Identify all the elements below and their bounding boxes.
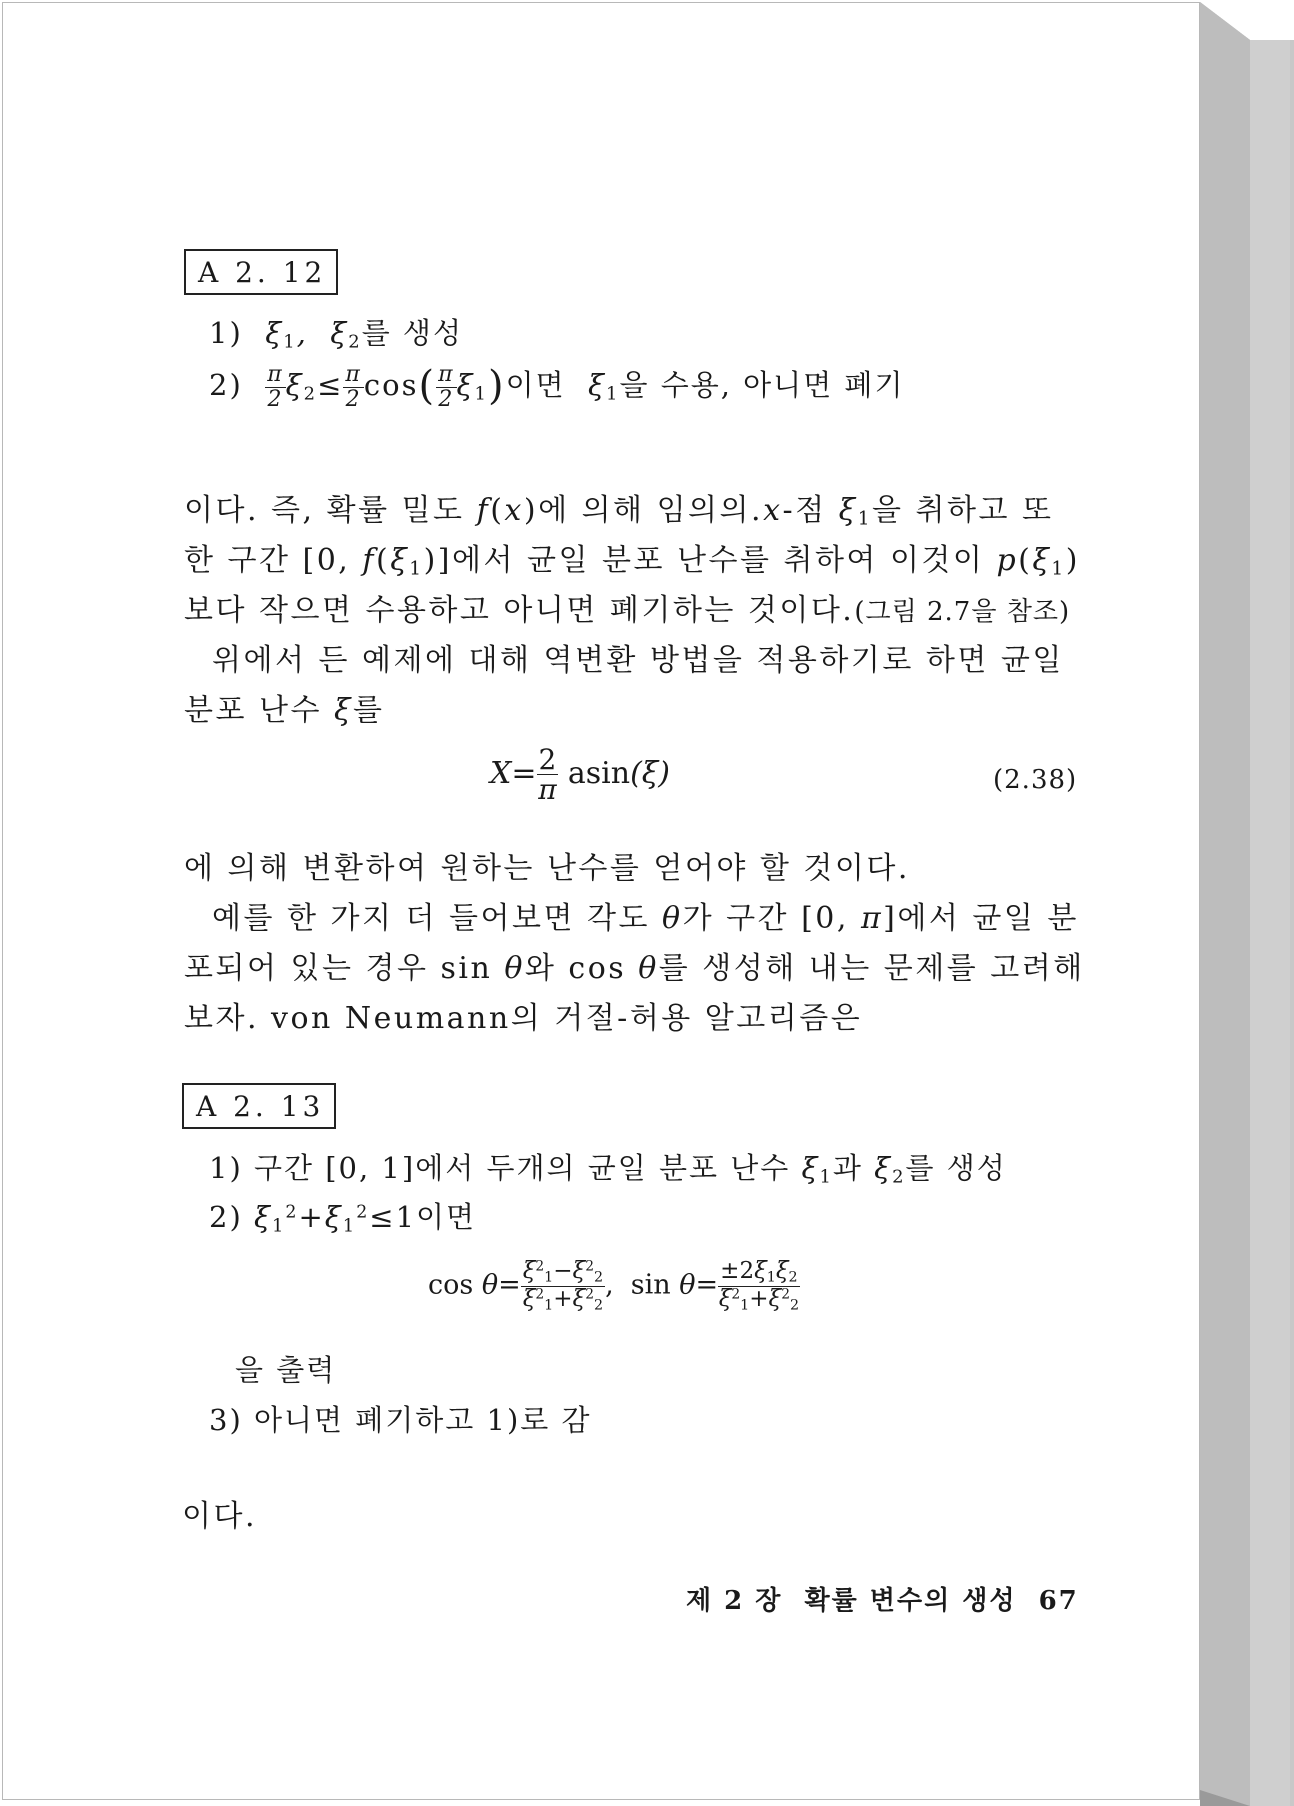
algorithm-label-a213: A 2. 13 bbox=[182, 1083, 336, 1129]
para2-line3: 포되어 있는 경우 sin θ와 cos θ를 생성해 내는 문제를 고려해 bbox=[184, 951, 1085, 986]
a213-output: 을 출력 bbox=[235, 1353, 337, 1387]
para1-line3: 보다 작으면 수용하고 아니면 폐기하는 것이다.(그림 2.7을 참조) bbox=[184, 593, 1071, 628]
para1-line2: 한 구간 [0, $f(\xi_1)$]에서 균일 분포 난수를 취하여 이것이 $p(\xi_1)$ bbox=[184, 543, 1080, 580]
chapter-title: 확률 변수의 생성 bbox=[804, 1586, 1017, 1616]
para2-line1: 에 의해 변환하여 원하는 난수를 얻어야 할 것이다. bbox=[184, 851, 910, 886]
a213-step3: 3) 아니면 폐기하고 1)로 감 bbox=[209, 1403, 592, 1437]
a213-step2: 2) $\xi_1^2+\xi_1^2\le 1$이면 bbox=[209, 1200, 477, 1237]
a212-step2: 2) $\frac{\pi}{2}$ $\xi_2\le$ $\frac{\pi}{2}$ cos( $\frac{\pi}{2}$ $\xi_1$)이면 $\xi_1$을 수용, 아니면 폐기 bbox=[209, 362, 905, 412]
page-number: 67 bbox=[1038, 1586, 1079, 1616]
equation-number: (2.38) bbox=[993, 765, 1078, 795]
equation-2-38: X= $\frac{2}{\pi}$ asin(ξ) bbox=[490, 743, 671, 807]
para2-line4: 보자. von Neumann의 거절-허용 알고리즘은 bbox=[184, 1001, 863, 1036]
para1-line1: 이다. 즉, 확률 밀도 f(x)에 의해 임의의.x-점 $\xi_1$을 취하고 또 bbox=[184, 493, 1054, 530]
page-footer bbox=[686, 1580, 1079, 1617]
para1-line4: 위에서 든 예제에 대해 역변환 방법을 적용하기로 하면 균일 bbox=[212, 643, 1064, 678]
algorithm-label-a212: A 2. 12 bbox=[184, 249, 338, 295]
closing-text: 이다. bbox=[182, 1499, 257, 1534]
a213-formula: cos θ= $\frac{\xi^2_1-\xi^2_2}{\xi^2_1+\xi^2_2}$ , sin θ= $\frac{\pm 2\xi_1\xi_2}{\xi^2_1+\xi^2_2}$ bbox=[428, 1258, 800, 1314]
para1-line5: 분포 난수 ξ를 bbox=[184, 693, 385, 728]
document-page bbox=[2, 2, 1200, 1800]
para2-line2: 예를 한 가지 더 들어보면 각도 θ가 구간 [0, π]에서 균일 분 bbox=[212, 901, 1079, 936]
a213-step1: 1) 구간 [0, 1]에서 두개의 균일 분포 난수 $\xi_1$과 $\xi_2$를 생성 bbox=[209, 1151, 1007, 1188]
a212-step1: 1) $\xi_1$, $\xi_2$를 생성 bbox=[209, 316, 463, 353]
chapter-number: 제 2 장 bbox=[686, 1586, 783, 1616]
